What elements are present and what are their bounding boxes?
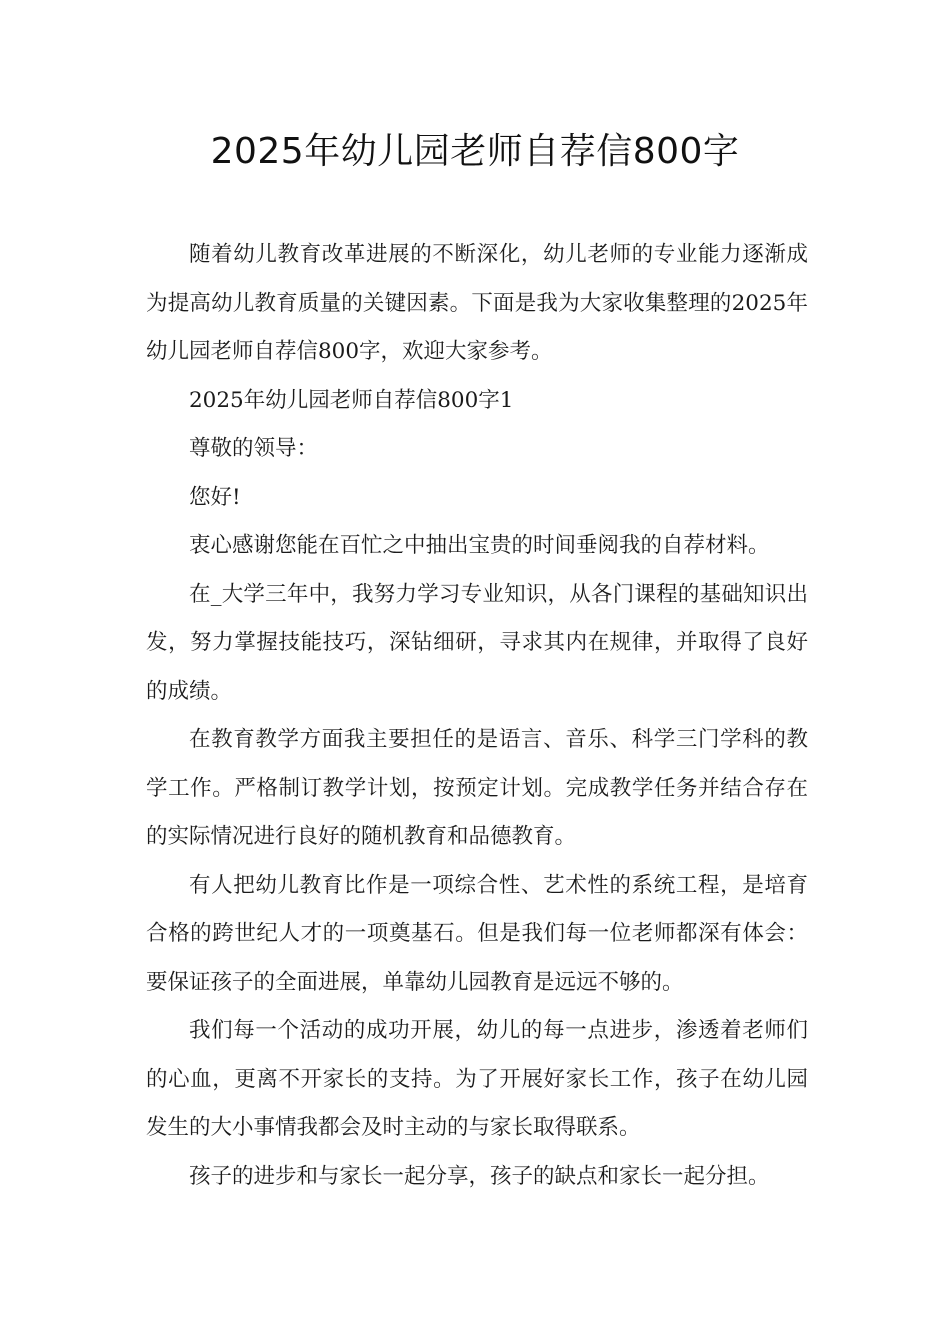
paragraph-study: 在_大学三年中，我努力学习专业知识，从各门课程的基础知识出发，努力掌握技能技巧，深钻细研，寻求其内在规律，并取得了良好的成绩。 [146,581,808,704]
document-title: 2025年幼儿园老师自荐信800字 [210,131,740,172]
paragraph-intro: 随着幼儿教育改革进展的不断深化，幼儿老师的专业能力逐渐成为提高幼儿教育质量的关键因素。下面是我为大家收集整理的2025年幼儿园老师自荐信800字，欢迎大家参考。 [146,242,808,364]
paragraph-sharing: 孩子的进步和与家长一起分享，孩子的缺点和家长一起分担。 [189,1163,770,1189]
paragraph-activities: 我们每一个活动的成功开展，幼儿的每一点进步，渗透着老师们的心血，更离不开家长的支持。为了开展好家长工作，孩子在幼儿园发生的大小事情我都会及时主动的与家长取得联系。 [146,1018,808,1140]
paragraph-thanks: 衷心感谢您能在百忙之中抽出宝贵的时间垂阅我的自荐材料。 [189,533,770,558]
paragraph-subtitle: 2025年幼儿园老师自荐信800字1 [189,387,514,413]
paragraph-salutation: 尊敬的领导： [189,436,319,461]
document-body [146,231,808,1201]
paragraph-teaching: 在教育教学方面我主要担任的是语言、音乐、科学三门学科的教学工作。严格制订教学计划，按预定计划。完成教学任务并结合存在的实际情况进行良好的随机教育和品德教育。 [146,727,808,849]
paragraph-greeting: 您好! [189,484,241,510]
paragraph-education: 有人把幼儿教育比作是一项综合性、艺术性的系统工程，是培育合格的跨世纪人才的一项奠基石。但是我们每一位老师都深有体会：要保证孩子的全面进展，单靠幼儿园教育是远远不够的。 [146,872,808,995]
